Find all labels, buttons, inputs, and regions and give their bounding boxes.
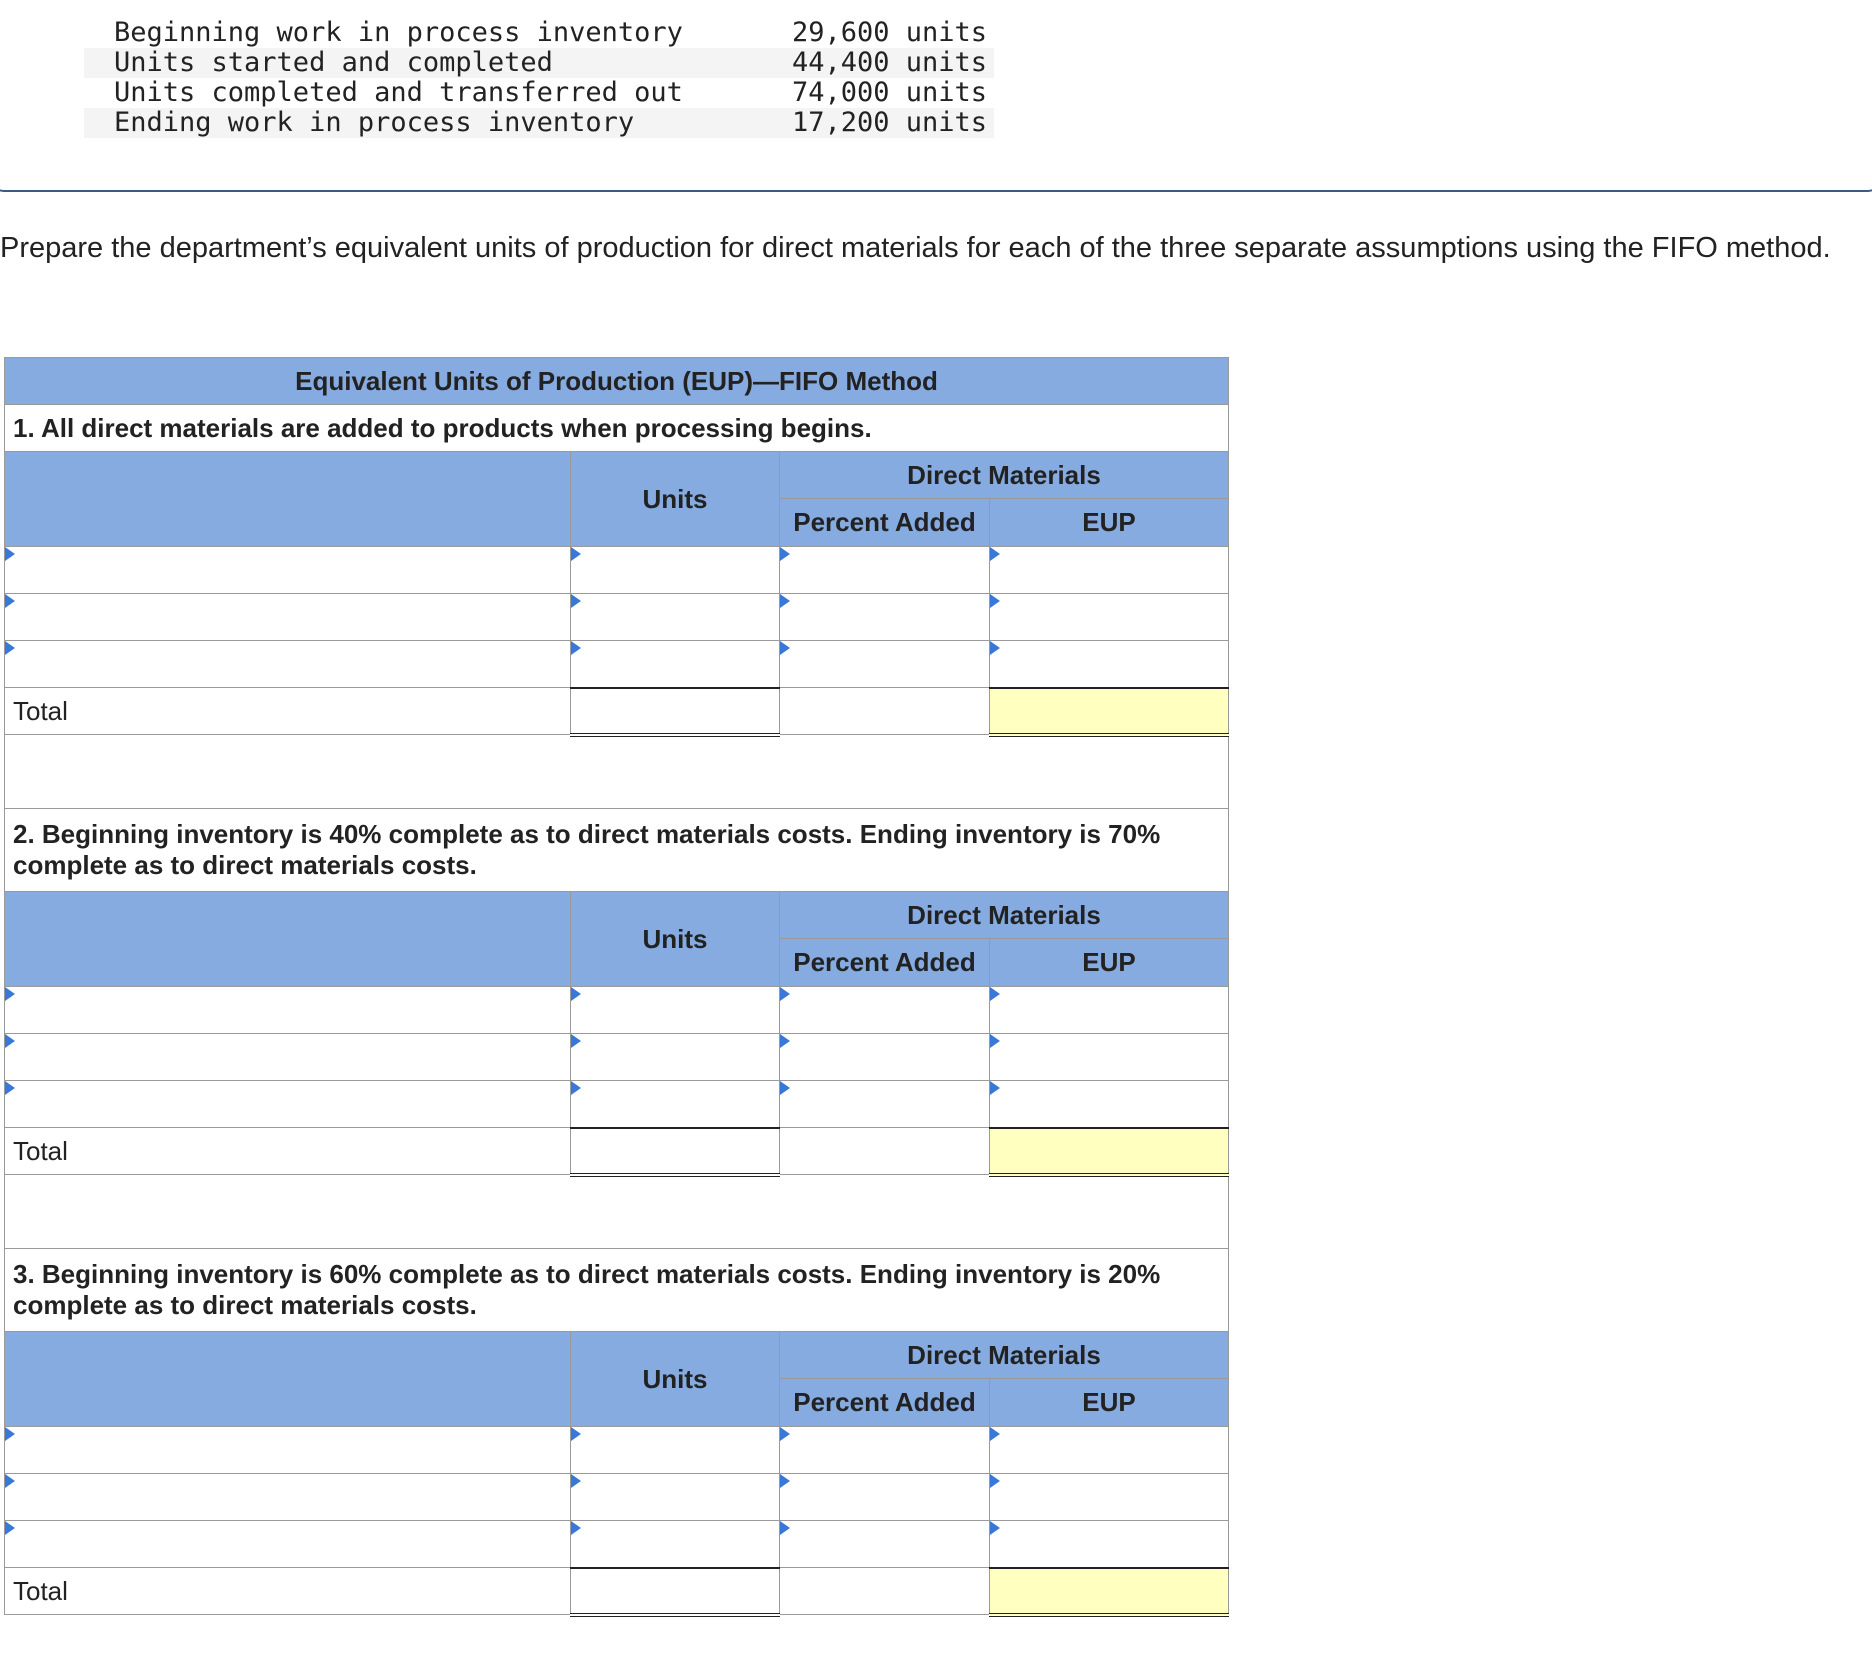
percent-added-cell[interactable] — [780, 1521, 990, 1568]
percent-added-cell[interactable] — [780, 1427, 990, 1474]
dropdown-triangle-icon — [990, 1474, 1000, 1488]
eup-header: EUP — [990, 499, 1229, 547]
units-input[interactable] — [571, 1034, 779, 1080]
description-dropdown[interactable] — [5, 1474, 571, 1521]
given-label: Beginning work in process inventory — [114, 17, 683, 48]
total-label: Total — [5, 688, 571, 735]
eup-header: EUP — [990, 939, 1229, 987]
eup-input[interactable] — [990, 641, 1228, 687]
given-label: Units started and completed — [114, 47, 553, 78]
given-value: 29,600 units — [792, 17, 988, 48]
description-input[interactable] — [5, 1521, 570, 1567]
total-label: Total — [5, 1568, 571, 1615]
eup-cell[interactable] — [990, 547, 1229, 594]
percent-added-input[interactable] — [780, 987, 989, 1033]
blank-header-cell — [5, 892, 571, 987]
percent-added-header: Percent Added — [780, 1379, 990, 1427]
dropdown-triangle-icon — [990, 641, 1000, 655]
dropdown-triangle-icon — [571, 547, 581, 561]
eup-cell[interactable] — [990, 1474, 1229, 1521]
column-header-row — [5, 892, 1229, 939]
total-units-cell[interactable] — [571, 1568, 780, 1615]
eup-input[interactable] — [990, 594, 1228, 640]
blank-header-cell — [5, 1332, 571, 1427]
units-input[interactable] — [571, 1427, 779, 1473]
units-input[interactable] — [571, 594, 779, 640]
total-blank-cell — [780, 1128, 990, 1175]
dropdown-triangle-icon — [5, 1034, 15, 1048]
given-value: 44,400 units — [792, 47, 988, 78]
section-2-input-row-1 — [5, 987, 1229, 1034]
column-header-row — [5, 452, 1229, 499]
total-units-cell[interactable] — [571, 688, 780, 735]
spacer-row — [5, 735, 1229, 809]
dropdown-triangle-icon — [780, 1081, 790, 1095]
given-value: 74,000 units — [792, 77, 988, 108]
percent-added-cell[interactable] — [780, 987, 990, 1034]
eup-cell[interactable] — [990, 1034, 1229, 1081]
eup-worksheet — [4, 357, 1228, 1617]
dropdown-triangle-icon — [5, 594, 15, 608]
description-dropdown[interactable] — [5, 1521, 571, 1568]
dropdown-triangle-icon — [780, 1034, 790, 1048]
total-eup-input[interactable] — [990, 689, 1228, 733]
description-dropdown[interactable] — [5, 1427, 571, 1474]
units-cell[interactable] — [571, 987, 780, 1034]
units-input[interactable] — [571, 987, 779, 1033]
eup-input[interactable] — [990, 1034, 1228, 1080]
dropdown-triangle-icon — [5, 1521, 15, 1535]
dropdown-triangle-icon — [5, 1081, 15, 1095]
total-eup-cell[interactable] — [990, 688, 1229, 735]
section-3-heading-row — [5, 1249, 1229, 1332]
percent-added-input[interactable] — [780, 1034, 989, 1080]
given-row-started-completed — [84, 48, 994, 78]
description-input[interactable] — [5, 594, 570, 640]
eup-input[interactable] — [990, 1081, 1228, 1127]
units-cell[interactable] — [571, 594, 780, 641]
dropdown-triangle-icon — [571, 1474, 581, 1488]
percent-added-cell[interactable] — [780, 594, 990, 641]
total-eup-cell[interactable] — [990, 1568, 1229, 1615]
units-input[interactable] — [571, 1081, 779, 1127]
units-input[interactable] — [571, 1474, 779, 1520]
eup-input[interactable] — [990, 1474, 1228, 1520]
percent-added-input[interactable] — [780, 641, 989, 687]
units-cell[interactable] — [571, 1474, 780, 1521]
percent-added-cell[interactable] — [780, 547, 990, 594]
section-3-heading: 3. Beginning inventory is 60% complete as to direct materials costs. Ending inventory is 20% complete as to direct materials costs. — [5, 1249, 1229, 1332]
percent-added-input[interactable] — [780, 594, 989, 640]
percent-added-input[interactable] — [780, 547, 989, 593]
section-2-heading: 2. Beginning inventory is 40% complete as to direct materials costs. Ending inventory is 70% complete as to direct materials costs. — [5, 809, 1229, 892]
section-1-input-row-2 — [5, 594, 1229, 641]
section-3-input-row-2 — [5, 1474, 1229, 1521]
dropdown-triangle-icon — [780, 1427, 790, 1441]
section-2-input-row-3 — [5, 1081, 1229, 1128]
given-value: 17,200 units — [792, 107, 988, 138]
section-3-input-row-3 — [5, 1521, 1229, 1568]
dropdown-triangle-icon — [780, 1474, 790, 1488]
eup-input[interactable] — [990, 1521, 1228, 1567]
eup-cell[interactable] — [990, 987, 1229, 1034]
eup-header: EUP — [990, 1379, 1229, 1427]
dropdown-triangle-icon — [571, 594, 581, 608]
percent-added-cell[interactable] — [780, 1474, 990, 1521]
units-input[interactable] — [571, 547, 779, 593]
total-blank-cell — [780, 1568, 990, 1615]
section-2-input-row-2 — [5, 1034, 1229, 1081]
eup-cell[interactable] — [990, 1521, 1229, 1568]
dropdown-triangle-icon — [780, 1521, 790, 1535]
units-cell[interactable] — [571, 641, 780, 688]
eup-input[interactable] — [990, 987, 1228, 1033]
worksheet-title: Equivalent Units of Production (EUP)—FIFO Method — [5, 358, 1229, 405]
total-units-input[interactable] — [571, 689, 779, 733]
units-cell[interactable] — [571, 1081, 780, 1128]
instructions-text: Prepare the department’s equivalent units of production for direct materials for each of the three separate assumptions using the FIFO method. — [0, 232, 1831, 264]
given-label: Units completed and transferred out — [114, 77, 683, 108]
percent-added-cell[interactable] — [780, 1034, 990, 1081]
units-header: Units — [571, 892, 780, 987]
eup-cell[interactable] — [990, 641, 1229, 688]
spacer-row — [5, 1175, 1229, 1249]
units-cell[interactable] — [571, 1521, 780, 1568]
dropdown-triangle-icon — [990, 1427, 1000, 1441]
description-input[interactable] — [5, 1081, 570, 1127]
units-input[interactable] — [571, 641, 779, 687]
total-units-input[interactable] — [571, 1129, 779, 1173]
percent-added-input[interactable] — [780, 1427, 989, 1473]
total-eup-cell[interactable] — [990, 1128, 1229, 1175]
description-input[interactable] — [5, 547, 570, 593]
units-cell[interactable] — [571, 1034, 780, 1081]
percent-added-cell[interactable] — [780, 641, 990, 688]
total-units-cell[interactable] — [571, 1128, 780, 1175]
dropdown-triangle-icon — [571, 987, 581, 1001]
worksheet-title-row — [5, 358, 1229, 405]
section-2-total-row — [5, 1128, 1229, 1175]
dropdown-triangle-icon — [990, 1081, 1000, 1095]
section-1-heading-row — [5, 405, 1229, 452]
total-label: Total — [5, 1128, 571, 1175]
blank-header-cell — [5, 452, 571, 547]
description-dropdown[interactable] — [5, 987, 571, 1034]
units-header: Units — [571, 452, 780, 547]
description-input[interactable] — [5, 641, 570, 687]
dropdown-triangle-icon — [780, 594, 790, 608]
dropdown-triangle-icon — [780, 641, 790, 655]
description-input[interactable] — [5, 987, 570, 1033]
units-input[interactable] — [571, 1521, 779, 1567]
eup-input[interactable] — [990, 1427, 1228, 1473]
description-dropdown[interactable] — [5, 547, 571, 594]
given-row-beginning-wip — [84, 18, 994, 48]
eup-input[interactable] — [990, 547, 1228, 593]
dropdown-triangle-icon — [571, 1427, 581, 1441]
total-blank-cell — [780, 688, 990, 735]
percent-added-input[interactable] — [780, 1521, 989, 1567]
total-units-input[interactable] — [571, 1569, 779, 1613]
dropdown-triangle-icon — [5, 1474, 15, 1488]
description-input[interactable] — [5, 1427, 570, 1473]
dropdown-triangle-icon — [571, 1034, 581, 1048]
dropdown-triangle-icon — [990, 1521, 1000, 1535]
direct-materials-header: Direct Materials — [780, 1332, 1229, 1379]
given-data-block — [84, 18, 994, 138]
given-row-transferred-out — [84, 78, 994, 108]
given-row-ending-wip — [84, 108, 994, 138]
dropdown-triangle-icon — [990, 1034, 1000, 1048]
section-divider — [0, 150, 1872, 192]
dropdown-triangle-icon — [990, 594, 1000, 608]
section-1-total-row — [5, 688, 1229, 735]
dropdown-triangle-icon — [5, 641, 15, 655]
percent-added-input[interactable] — [780, 1081, 989, 1127]
description-input[interactable] — [5, 1474, 570, 1520]
dropdown-triangle-icon — [5, 987, 15, 1001]
dropdown-triangle-icon — [990, 547, 1000, 561]
dropdown-triangle-icon — [571, 1521, 581, 1535]
section-2-heading-row — [5, 809, 1229, 892]
total-eup-input[interactable] — [990, 1129, 1228, 1173]
dropdown-triangle-icon — [780, 547, 790, 561]
dropdown-triangle-icon — [990, 987, 1000, 1001]
section-1-input-row-1 — [5, 547, 1229, 594]
section-3-input-row-1 — [5, 1427, 1229, 1474]
description-dropdown[interactable] — [5, 594, 571, 641]
dropdown-triangle-icon — [571, 641, 581, 655]
given-label: Ending work in process inventory — [114, 107, 635, 138]
description-dropdown[interactable] — [5, 1081, 571, 1128]
percent-added-header: Percent Added — [780, 499, 990, 547]
description-dropdown[interactable] — [5, 1034, 571, 1081]
percent-added-header: Percent Added — [780, 939, 990, 987]
description-dropdown[interactable] — [5, 641, 571, 688]
percent-added-cell[interactable] — [780, 1081, 990, 1128]
eup-cell[interactable] — [990, 1081, 1229, 1128]
dropdown-triangle-icon — [5, 1427, 15, 1441]
eup-cell[interactable] — [990, 1427, 1229, 1474]
units-cell[interactable] — [571, 1427, 780, 1474]
direct-materials-header: Direct Materials — [780, 892, 1229, 939]
eup-cell[interactable] — [990, 594, 1229, 641]
dropdown-triangle-icon — [571, 1081, 581, 1095]
section-1-input-row-3 — [5, 641, 1229, 688]
description-input[interactable] — [5, 1034, 570, 1080]
section-3-total-row — [5, 1568, 1229, 1615]
total-eup-input[interactable] — [990, 1569, 1228, 1613]
percent-added-input[interactable] — [780, 1474, 989, 1520]
section-1-heading: 1. All direct materials are added to products when processing begins. — [5, 405, 1229, 452]
units-cell[interactable] — [571, 547, 780, 594]
column-header-row — [5, 1332, 1229, 1379]
direct-materials-header: Direct Materials — [780, 452, 1229, 499]
units-header: Units — [571, 1332, 780, 1427]
dropdown-triangle-icon — [780, 987, 790, 1001]
dropdown-triangle-icon — [5, 547, 15, 561]
